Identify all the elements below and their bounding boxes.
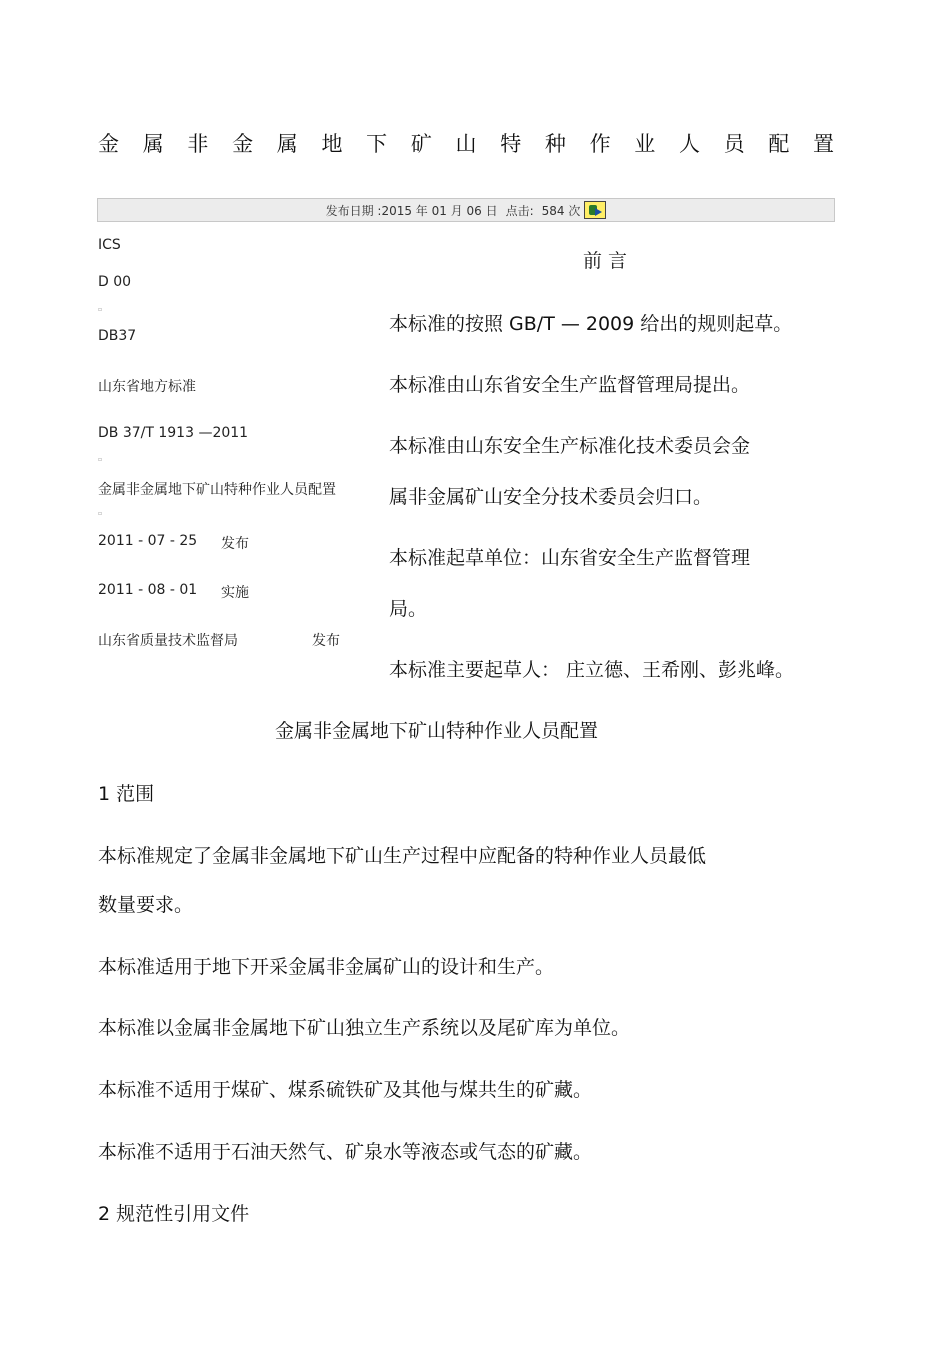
ics-code: ICS (98, 237, 121, 253)
publish-info-bar (97, 198, 835, 222)
title-char: 业 (634, 132, 656, 156)
section-heading: 2 规范性引用文件 (98, 1203, 250, 1225)
title-char: 矿 (410, 132, 432, 156)
issuer: 山东省质量技术监督局 (98, 633, 238, 649)
placeholder-mark: ▫ (98, 510, 103, 517)
section-heading: 1 范围 (98, 783, 155, 805)
placeholder-mark: ▫ (98, 306, 103, 313)
publish-label: 发布 (221, 536, 249, 552)
title-char: 属 (142, 132, 164, 156)
title-char: 金 (232, 132, 254, 156)
title-char: 员 (723, 132, 745, 156)
title-char: 种 (544, 132, 566, 156)
body-paragraph: 本标准规定了金属非金属地下矿山生产过程中应配备的特种作业人员最低 (98, 845, 707, 867)
issuer-publish-label: 发布 (312, 633, 340, 649)
refresh-icon[interactable] (584, 201, 606, 219)
foreword-paragraph: 局。 (389, 598, 428, 620)
title-char: 金 (98, 132, 119, 156)
publish-date-cover: 2011 - 07 - 25 (98, 533, 198, 549)
publish-date: 发布日期 :2015 年 01 月 06 日 (325, 203, 498, 218)
foreword-paragraph: 属非金属矿山安全分技术委员会归口。 (389, 486, 713, 508)
title-char: 特 (500, 132, 522, 156)
foreword-paragraph: 本标准主要起草人： 庄立德、王希刚、彭兆峰。 (389, 659, 795, 681)
title-char: 非 (187, 132, 209, 156)
title-char: 属 (276, 132, 298, 156)
foreword-paragraph: 本标准的按照 GB/T — 2009 给出的规则起草。 (389, 313, 793, 335)
implement-date: 2011 - 08 - 01 (98, 582, 198, 598)
ccs-code: D 00 (98, 274, 132, 290)
title-char: 山 (455, 132, 477, 156)
title-char: 置 (813, 132, 834, 156)
placeholder-mark: ▫ (98, 456, 103, 463)
implement-label: 实施 (221, 585, 249, 601)
clicks-count: 584 次 (541, 203, 581, 218)
title-char: 作 (589, 132, 611, 156)
body-paragraph: 本标准以金属非金属地下矿山独立生产系统以及尾矿库为单位。 (98, 1017, 631, 1039)
body-paragraph: 数量要求。 (98, 894, 194, 916)
foreword-paragraph: 本标准由山东省安全生产监督管理局提出。 (389, 374, 751, 396)
title-char: 人 (678, 132, 700, 156)
local-standard-label: 山东省地方标准 (98, 379, 196, 395)
body-paragraph: 本标准不适用于煤矿、煤系硫铁矿及其他与煤共生的矿藏。 (98, 1079, 593, 1101)
clicks-label: 点击: (505, 203, 534, 218)
standard-title: 金属非金属地下矿山特种作业人员配置 (98, 482, 336, 498)
foreword-heading: 前 言 (583, 250, 628, 272)
title-char: 下 (366, 132, 388, 156)
title-char: 配 (768, 132, 790, 156)
standard-number: DB 37/T 1913 —2011 (98, 425, 249, 441)
title-char: 地 (321, 132, 343, 156)
foreword-paragraph: 本标准由山东安全生产标准化技术委员会金 (389, 435, 751, 457)
body-paragraph: 本标准不适用于石油天然气、矿泉水等液态或气态的矿藏。 (98, 1141, 593, 1163)
page-title (98, 128, 834, 158)
document-title: 金属非金属地下矿山特种作业人员配置 (275, 720, 599, 742)
db-code: DB37 (98, 328, 137, 344)
body-paragraph: 本标准适用于地下开采金属非金属矿山的设计和生产。 (98, 956, 555, 978)
foreword-paragraph: 本标准起草单位：山东省安全生产监督管理 (389, 547, 751, 569)
